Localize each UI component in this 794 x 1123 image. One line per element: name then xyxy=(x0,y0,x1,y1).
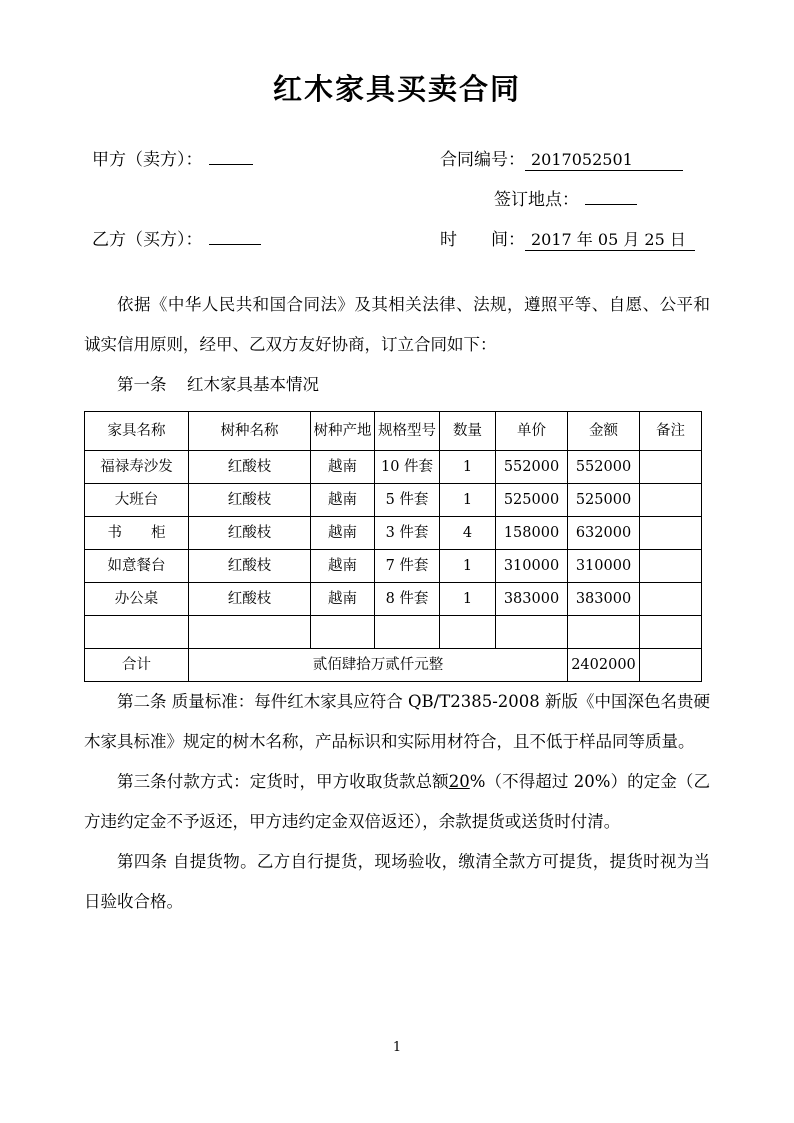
cell-qty xyxy=(440,615,496,648)
cell-note xyxy=(640,483,702,516)
cell-wood xyxy=(189,615,311,648)
clause-3-text-before: 第三条付款方式：定货时，甲方收取货款总额 xyxy=(117,771,449,791)
sign-place-label: 签订地点： xyxy=(494,189,579,210)
cell-qty: 1 xyxy=(440,582,496,615)
cell-origin: 越南 xyxy=(311,582,375,615)
cell-price: 158000 xyxy=(496,516,568,549)
preamble-paragraph: 依据《中华人民共和国合同法》及其相关法律、法规，遵照平等、自愿、公平和诚实信用原则，经甲、乙双方友好协商，订立合同如下： xyxy=(84,294,710,354)
cell-wood: 红酸枝 xyxy=(189,516,311,549)
cell-origin: 越南 xyxy=(311,483,375,516)
total-note xyxy=(640,648,702,681)
cell-wood: 红酸枝 xyxy=(189,549,311,582)
contract-no-label: 合同编号： xyxy=(440,149,525,170)
cell-amount: 383000 xyxy=(568,582,640,615)
party-a-group xyxy=(84,149,384,169)
goods-table-wrapper xyxy=(84,411,710,682)
cell-spec: 7 件套 xyxy=(375,549,440,582)
clause-3-text-after: %（不得超过 20%）的定金（乙方违约定金不予返还，甲方违约定金双倍返还），余款提货或送货时付清。 xyxy=(84,771,711,831)
cell-name: 如意餐台 xyxy=(85,549,189,582)
cell-name: 办公桌 xyxy=(85,582,189,615)
cell-note xyxy=(640,615,702,648)
cell-price: 552000 xyxy=(496,450,568,483)
cell-origin: 越南 xyxy=(311,450,375,483)
cell-amount: 632000 xyxy=(568,516,640,549)
header-row-3 xyxy=(84,229,710,269)
page-content xyxy=(84,0,710,922)
party-b-group xyxy=(84,229,384,249)
cell-qty: 1 xyxy=(440,450,496,483)
cell-price: 525000 xyxy=(496,483,568,516)
column-header-spec: 规格型号 xyxy=(375,411,440,450)
contract-no-group xyxy=(384,149,710,171)
cell-note xyxy=(640,450,702,483)
table-row xyxy=(85,582,702,615)
cell-amount xyxy=(568,615,640,648)
contract-header-block xyxy=(84,149,710,269)
column-header-name: 家具名称 xyxy=(85,411,189,450)
table-row xyxy=(85,615,702,648)
column-header-wood: 树种名称 xyxy=(189,411,311,450)
clause-4-paragraph: 第四条 自提货物。乙方自行提货，现场验收，缴清全款方可提货，提货时视为当日验收合格。 xyxy=(84,851,710,911)
cell-spec xyxy=(375,615,440,648)
cell-origin xyxy=(311,615,375,648)
sign-place-group xyxy=(384,189,710,209)
total-label: 合计 xyxy=(85,648,189,681)
column-header-note: 备注 xyxy=(640,411,702,450)
table-header-row xyxy=(85,411,702,450)
column-header-price: 单价 xyxy=(496,411,568,450)
table-row xyxy=(85,483,702,516)
cell-amount: 552000 xyxy=(568,450,640,483)
date-label-time: 时 xyxy=(440,229,457,250)
cell-wood: 红酸枝 xyxy=(189,582,311,615)
column-header-origin: 树种产地 xyxy=(311,411,375,450)
column-header-qty: 数量 xyxy=(440,411,496,450)
cell-origin: 越南 xyxy=(311,549,375,582)
page-number: 1 xyxy=(392,1040,402,1055)
cell-note xyxy=(640,516,702,549)
cell-price: 383000 xyxy=(496,582,568,615)
cell-spec: 10 件套 xyxy=(375,450,440,483)
sign-place-input[interactable] xyxy=(585,189,637,205)
column-header-amount: 金额 xyxy=(568,411,640,450)
cell-amount: 525000 xyxy=(568,483,640,516)
cell-name: 福禄寿沙发 xyxy=(85,450,189,483)
clause-1-number: 第一条 xyxy=(117,374,167,394)
cell-name: 书 柜 xyxy=(85,516,189,549)
party-b-input[interactable] xyxy=(209,229,261,245)
header-row-1 xyxy=(84,149,710,189)
goods-table xyxy=(84,411,702,682)
cell-name xyxy=(85,615,189,648)
party-a-label: 甲方（卖方）： xyxy=(92,149,203,170)
clause-1-heading xyxy=(84,365,710,405)
clause-3-deposit-percent: 20 xyxy=(448,771,470,791)
header-row-2 xyxy=(84,189,710,229)
cell-name: 大班台 xyxy=(85,483,189,516)
table-row xyxy=(85,450,702,483)
clause-3-paragraph xyxy=(84,762,710,842)
clause-1-title: 红木家具基本情况 xyxy=(187,374,319,394)
cell-qty: 1 xyxy=(440,483,496,516)
cell-spec: 5 件套 xyxy=(375,483,440,516)
cell-note xyxy=(640,549,702,582)
date-group xyxy=(384,229,710,251)
cell-qty: 4 xyxy=(440,516,496,549)
cell-wood: 红酸枝 xyxy=(189,450,311,483)
cell-note xyxy=(640,582,702,615)
date-value[interactable]: 2017 年 05 月 25 日 xyxy=(525,232,695,251)
cell-price: 310000 xyxy=(496,549,568,582)
party-a-input[interactable] xyxy=(209,149,253,165)
cell-price xyxy=(496,615,568,648)
table-row xyxy=(85,549,702,582)
cell-origin: 越南 xyxy=(311,516,375,549)
table-total-row xyxy=(85,648,702,681)
clause-2-paragraph: 第二条 质量标准：每件红木家具应符合 QB/T2385-2008 新版《中国深色名贵硬木家具标准》规定的树木名称，产品标识和实际用材符合，且不低于样品同等质量。 xyxy=(84,691,711,751)
total-amount: 2402000 xyxy=(568,648,640,681)
page-title: 红木家具买卖合同 xyxy=(272,72,521,106)
party-b-label: 乙方（买方）： xyxy=(92,229,203,250)
contract-no-value[interactable]: 2017052501 xyxy=(525,152,683,171)
cell-spec: 3 件套 xyxy=(375,516,440,549)
cell-wood: 红酸枝 xyxy=(189,483,311,516)
cell-qty: 1 xyxy=(440,549,496,582)
date-label-period: 间： xyxy=(491,229,525,250)
cell-amount: 310000 xyxy=(568,549,640,582)
total-amount-in-words: 贰佰肆拾万贰仟元整 xyxy=(189,648,568,681)
cell-spec: 8 件套 xyxy=(375,582,440,615)
table-row xyxy=(85,516,702,549)
